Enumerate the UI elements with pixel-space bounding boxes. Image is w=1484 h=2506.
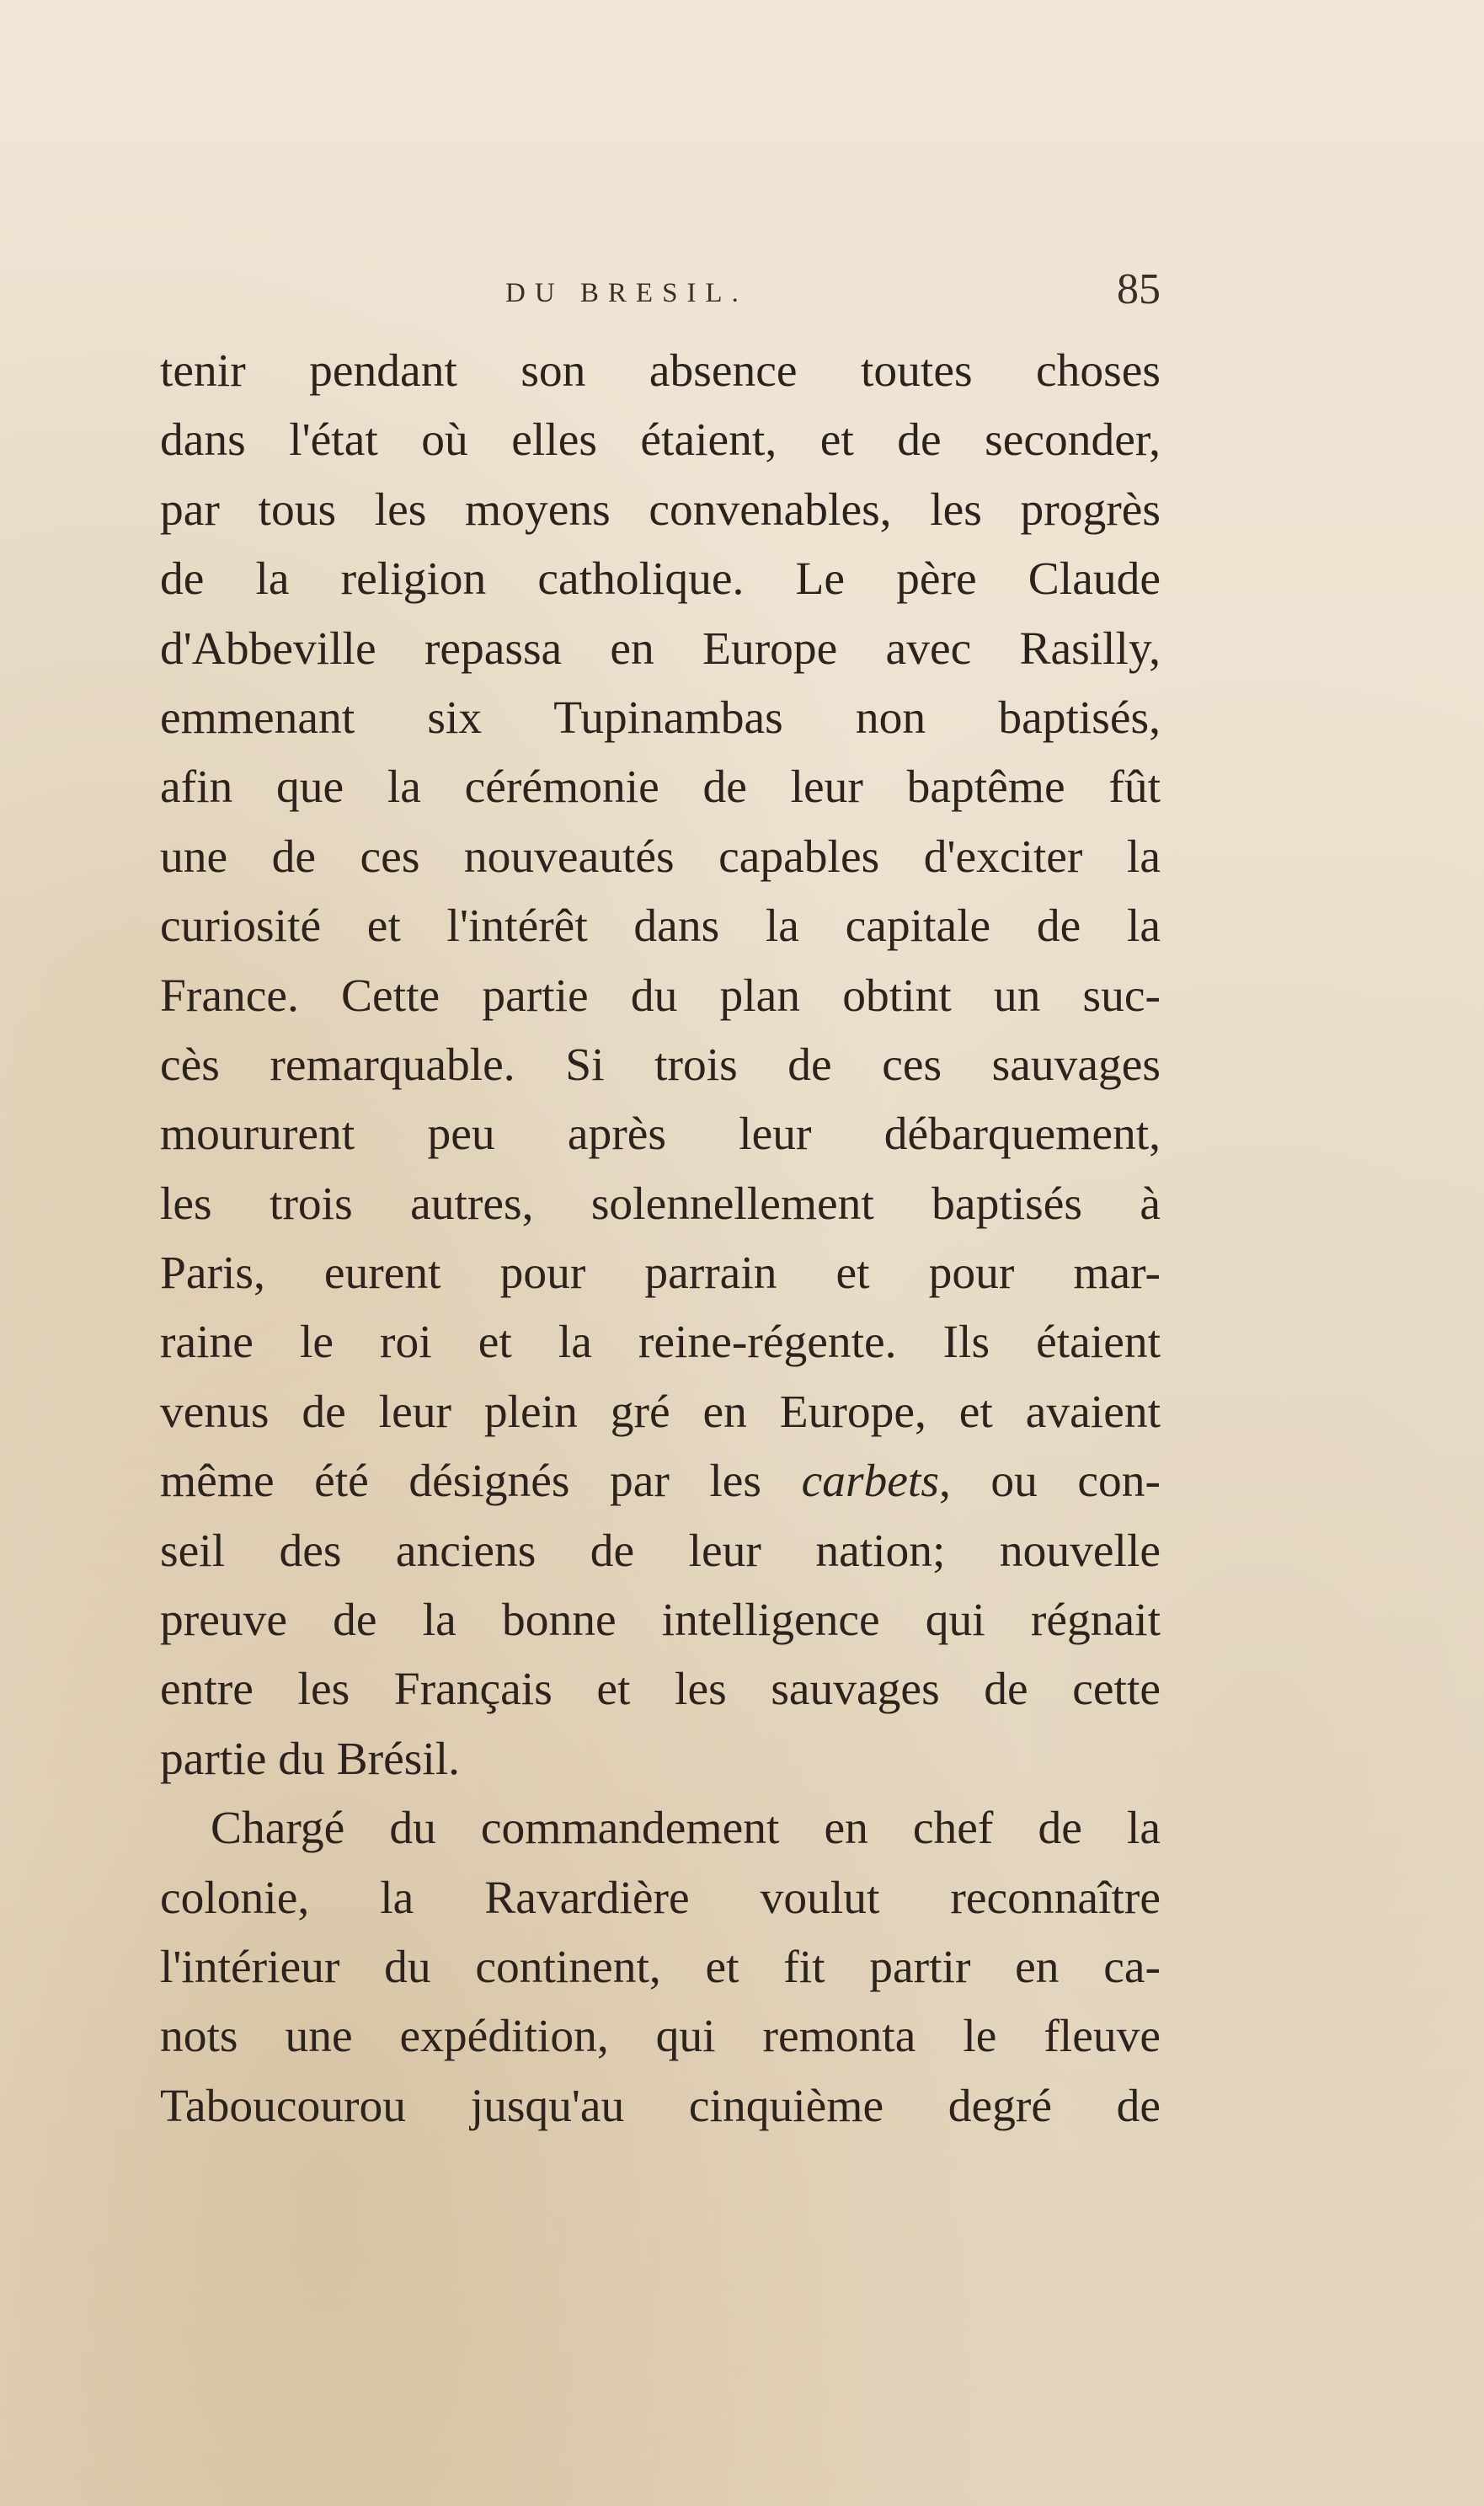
text-line: Paris, eurent pour parrain et pour mar- [160, 1248, 1161, 1300]
text-line: curiosité et l'intérêt dans la capitale de la [160, 900, 1161, 953]
paragraph-2 [160, 1794, 1161, 2141]
text-line: une de ces nouveautés capables d'exciter la [160, 831, 1161, 883]
text-line: entre les Français et les sauvages de cette [160, 1664, 1161, 1716]
page-header [160, 259, 1161, 318]
line-text-before: même été désignés par les [160, 1456, 802, 1508]
text-line: afin que la cérémonie de leur baptême fût [160, 761, 1161, 814]
text-line: France. Cette partie du plan obtint un suc- [160, 970, 1161, 1022]
text-line: dans l'état où elles étaient, et de seconder, [160, 414, 1161, 467]
text-line: seil des anciens de leur nation; nouvelle [160, 1525, 1161, 1577]
text-line: Chargé du commandement en chef de la [211, 1803, 1161, 1855]
text-line: de la religion catholique. Le père Claude [160, 553, 1161, 606]
text-line: raine le roi et la reine-régente. Ils étaient [160, 1317, 1161, 1369]
text-line: colonie, la Ravardière voulut reconnaître [160, 1872, 1161, 1924]
text-line-with-italic [160, 1447, 1161, 1516]
text-line: par tous les moyens convenables, les progrès [160, 484, 1161, 536]
body-text [160, 337, 1161, 2141]
text-line: preuve de la bonne intelligence qui régnait [160, 1595, 1161, 1647]
paragraph-1 [160, 337, 1161, 1794]
text-line: Taboucourou jusqu'au cinquième degré de [160, 2080, 1161, 2132]
page-number: 85 [1117, 265, 1161, 313]
text-line: d'Abbeville repassa en Europe avec Rasilly, [160, 622, 1161, 675]
line-text-after: , ou con- [938, 1456, 1161, 1508]
text-line: les trois autres, solennellement baptisés à [160, 1178, 1161, 1230]
text-line: emmenant six Tupinambas non baptisés, [160, 692, 1161, 744]
italic-term-carbets: carbets [801, 1456, 939, 1508]
text-line: cès remarquable. Si trois de ces sauvages [160, 1039, 1161, 1091]
text-line: partie du Brésil. [160, 1733, 461, 1785]
text-line: l'intérieur du continent, et fit partir en ca- [160, 1941, 1161, 1993]
running-title: DU BRESIL. [505, 278, 748, 308]
text-line: moururent peu après leur débarquement, [160, 1109, 1161, 1161]
text-line: tenir pendant son absence toutes choses [160, 345, 1161, 397]
text-line: nots une expédition, qui remonta le fleuve [160, 2011, 1161, 2063]
text-line: venus de leur plein gré en Europe, et avaient [160, 1386, 1161, 1438]
